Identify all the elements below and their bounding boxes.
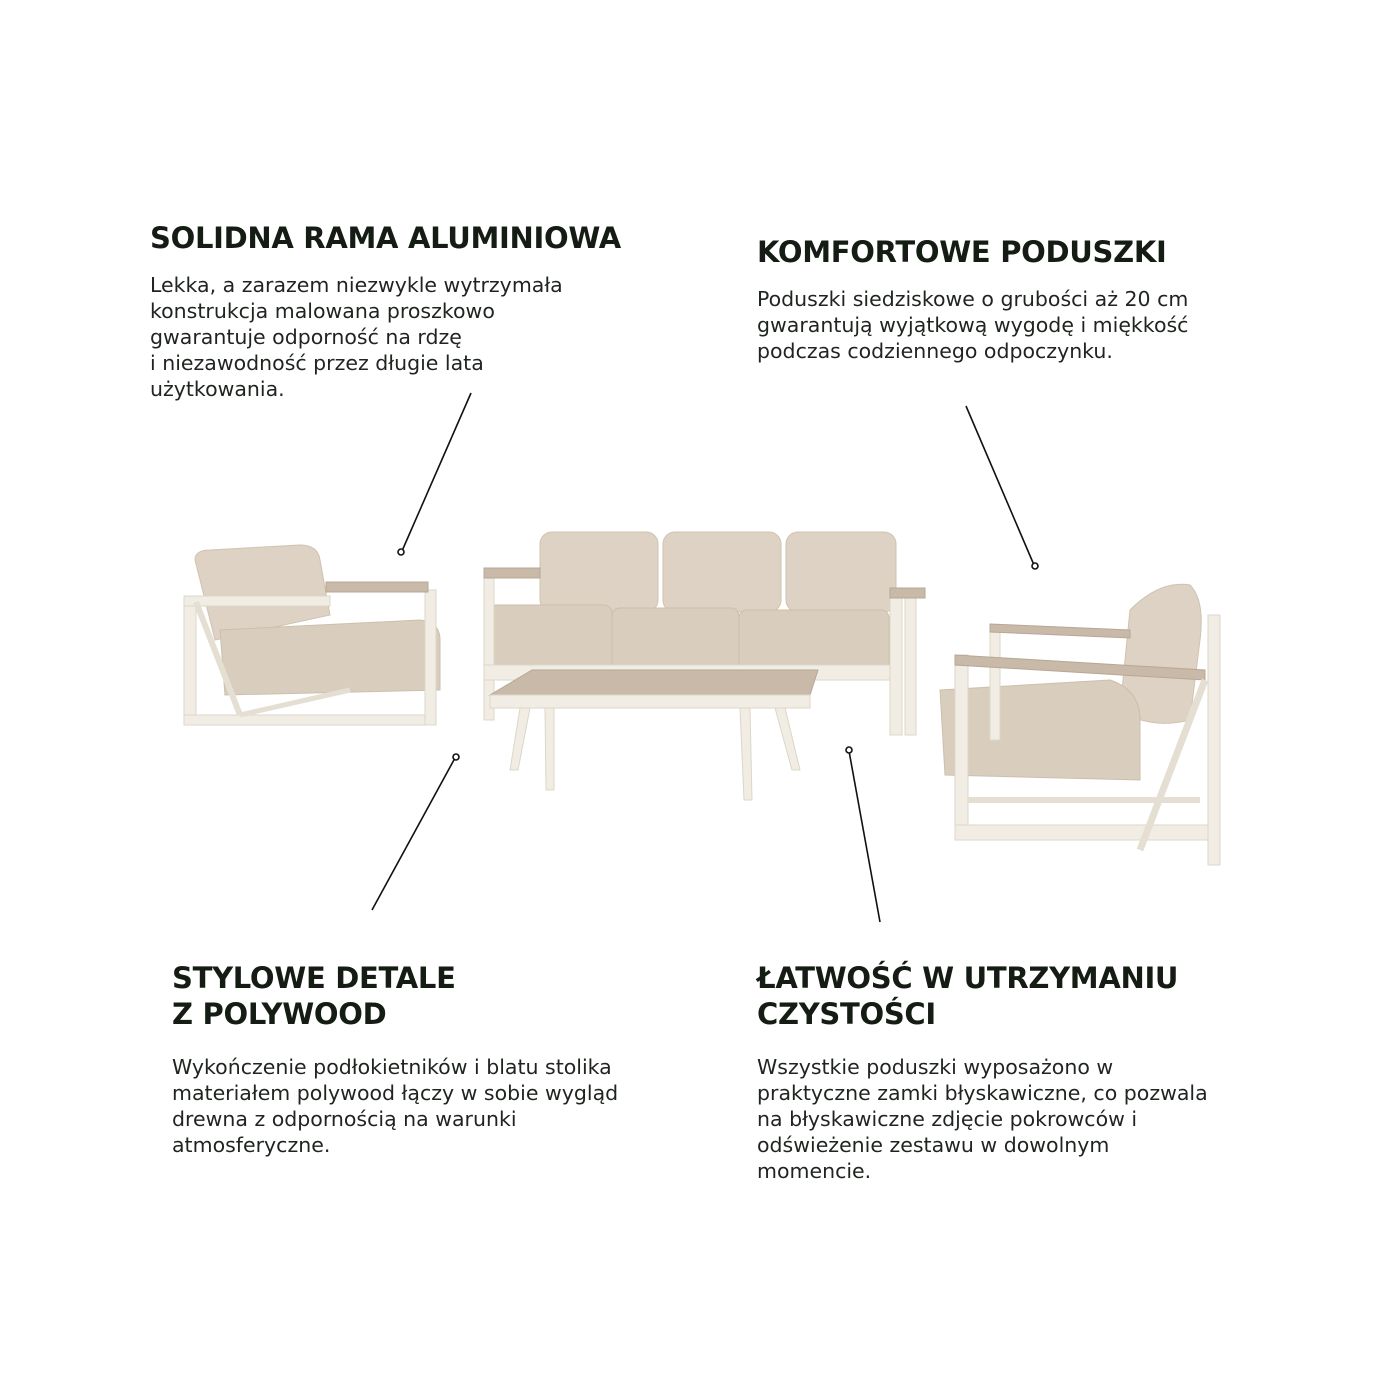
feature-description: Wykończenie podłokietników i blatu stolika materiałem polywood łączy w sobie wygląd drewna z odpornością na warunki atmosferyczne. [172,1055,619,1157]
feature-description: Lekka, a zarazem niezwykle wytrzymała konstrukcja malowana proszkowo gwarantuje odporność na rdzę i niezawodność przez długie lata użytkowania. [150,273,563,401]
feature-title: ŁATWOŚĆ W UTRZYMANIU CZYSTOŚCI [757,961,1179,1031]
feature-aluminium-frame [150,220,670,402]
coffee-table [490,670,818,800]
feature-polywood-details [172,960,732,1158]
feature-description: Wszystkie poduszki wyposażono w praktyczne zamki błyskawiczne, co pozwala na błyskawiczne zdjęcie pokrowców i odświeżenie zestawu w dowolnym momencie. [757,1055,1208,1183]
feature-title: STYLOWE DETALE Z POLYWOOD [172,961,456,1031]
feature-description: Poduszki siedziskowe o grubości aż 20 cm gwarantują wyjątkową wygodę i miękkość podczas codziennego odpoczynku. [757,287,1189,363]
left-armchair [184,545,440,725]
feature-easy-cleaning [757,960,1317,1184]
feature-comfort-cushions [757,234,1317,364]
feature-title: SOLIDNA RAMA ALUMINIOWA [150,221,621,255]
right-armchair [940,584,1220,865]
feature-title: KOMFORTOWE PODUSZKI [757,235,1167,269]
